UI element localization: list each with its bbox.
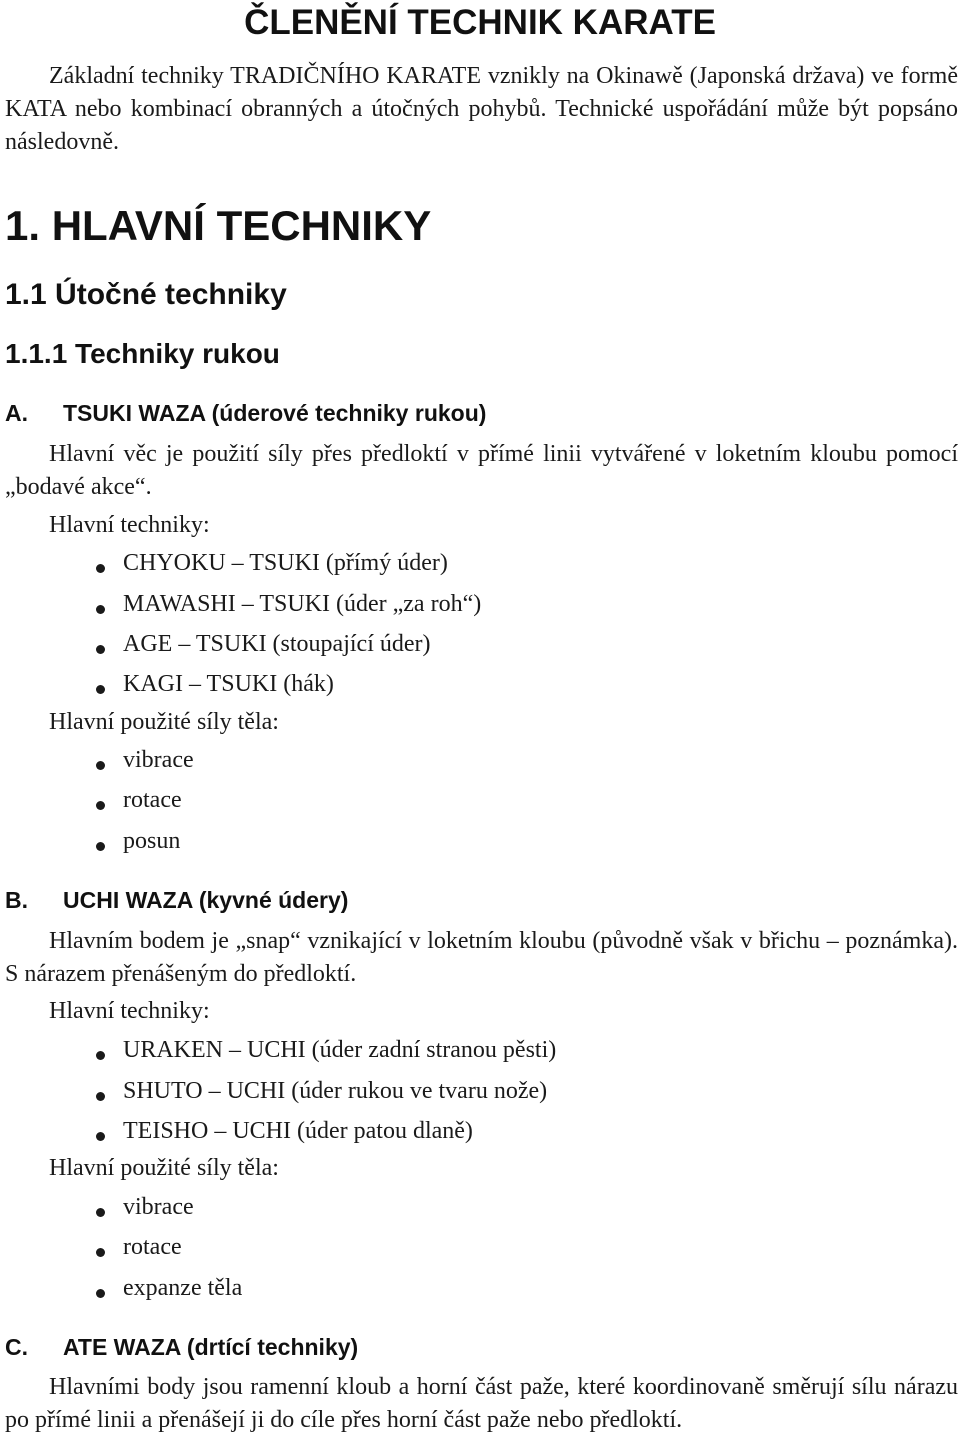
list-item-text: vibrace <box>123 1194 194 1220</box>
section-c-heading <box>5 1334 358 1361</box>
bullet-icon <box>96 1248 105 1257</box>
bullet-icon <box>96 1289 105 1298</box>
bullet-icon <box>96 1092 105 1101</box>
section-c-title: ATE WAZA (drtící techniky) <box>63 1334 359 1360</box>
list-item-text: expanze těla <box>123 1275 243 1301</box>
bullet-icon <box>96 801 105 810</box>
list-item-text: posun <box>123 828 181 854</box>
bullet-icon <box>96 685 105 694</box>
section-a-letter: A. <box>5 400 28 426</box>
section-b-forces-label: Hlavní použité síly těla: <box>49 1155 279 1181</box>
bullet-icon <box>96 1051 105 1060</box>
list-item-text: AGE – TSUKI (stoupající úder) <box>123 631 431 657</box>
intro-paragraph: Základní techniky TRADIČNÍHO KARATE vznikly na Okinawě (Japonská država) ve formě KATA nebo kombinací obranných a útočných pohybů. Technické uspořádání může být popsáno následovně. <box>5 63 958 155</box>
bullet-icon <box>96 1208 105 1217</box>
bullet-icon <box>96 605 105 614</box>
heading-hand-techniques: 1.1.1 Techniky rukou <box>5 338 280 369</box>
section-b-letter: B. <box>5 887 28 913</box>
list-item-text: rotace <box>123 787 182 813</box>
section-b-title: UCHI WAZA (kyvné údery) <box>63 887 349 913</box>
section-b-heading <box>5 887 348 914</box>
section-b-description: Hlavním bodem je „snap“ vznikající v loketním kloubu (původně však v břichu – poznámka). S nárazem přenášeným do předloktí. <box>5 928 958 987</box>
section-a-techniques-label: Hlavní techniky: <box>49 512 210 538</box>
bullet-icon <box>96 1132 105 1141</box>
list-item-text: SHUTO – UCHI (úder rukou ve tvaru nože) <box>123 1078 548 1104</box>
page-title: ČLENĚNÍ TECHNIK KARATE <box>244 3 716 42</box>
bullet-icon <box>96 645 105 654</box>
section-a-forces-label: Hlavní použité síly těla: <box>49 709 279 735</box>
section-b-techniques-label: Hlavní techniky: <box>49 998 210 1024</box>
list-item-text: CHYOKU – TSUKI (přímý úder) <box>123 550 448 576</box>
section-c-description: Hlavními body jsou ramenní kloub a horní část paže, které koordinovaně směrují sílu nárazu po přímé linii a přenášejí ji do cíle přes horní část paže nebo předloktí. <box>5 1374 958 1433</box>
list-item-text: KAGI – TSUKI (hák) <box>123 671 334 697</box>
section-c-letter: C. <box>5 1334 28 1360</box>
list-item-text: TEISHO – UCHI (úder patou dlaně) <box>123 1118 473 1144</box>
heading-attack-techniques: 1.1 Útočné techniky <box>5 278 287 311</box>
section-a-title: TSUKI WAZA (úderové techniky rukou) <box>63 400 487 426</box>
bullet-icon <box>96 842 105 851</box>
section-a-description: Hlavní věc je použití síly přes předloktí v přímé linii vytvářené v loketním kloubu pomocí „bodavé akce“. <box>5 441 958 500</box>
heading-main-techniques: 1. HLAVNÍ TECHNIKY <box>5 202 432 249</box>
list-item-text: vibrace <box>123 747 194 773</box>
bullet-icon <box>96 761 105 770</box>
list-item-text: MAWASHI – TSUKI (úder „za roh“) <box>123 591 482 617</box>
list-item-text: URAKEN – UCHI (úder zadní stranou pěsti) <box>123 1037 557 1063</box>
bullet-icon <box>96 564 105 573</box>
list-item-text: rotace <box>123 1234 182 1260</box>
section-a-heading <box>5 400 486 427</box>
